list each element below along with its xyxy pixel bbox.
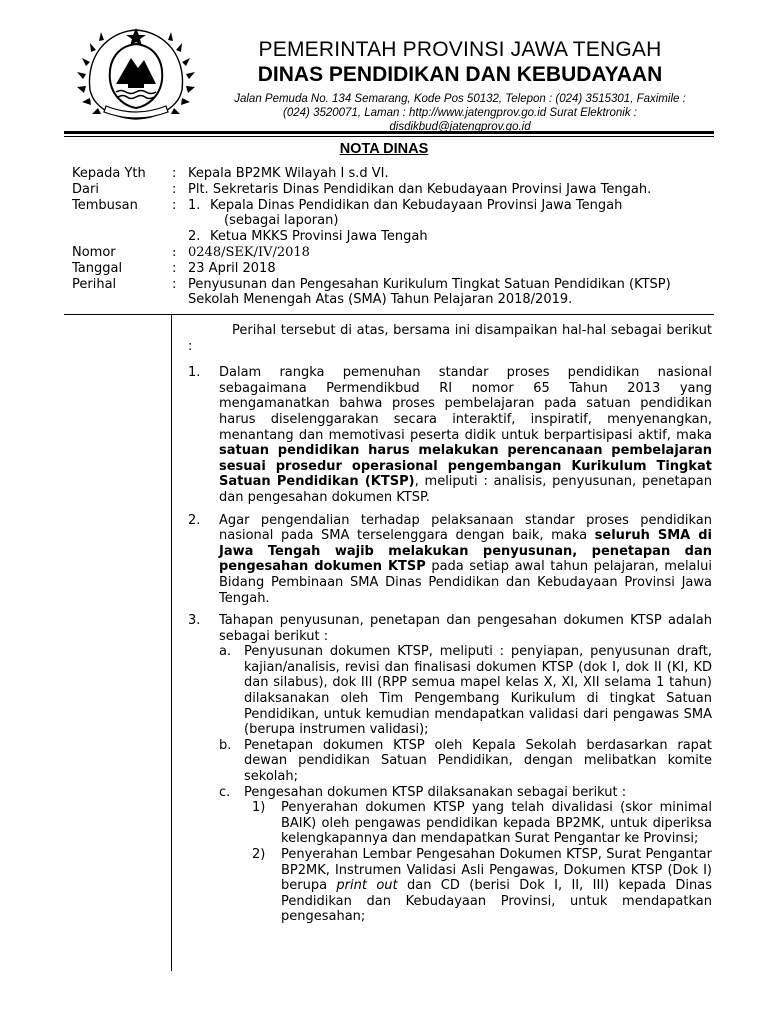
provincial-coat-of-arms-icon xyxy=(76,22,196,124)
text-run: pada setiap awal tahun pelajaran, melalui Bidang Pembinaan SMA Dinas Pendidikan dan Kebudayaan Provinsi Jawa Tengah. xyxy=(219,559,712,606)
tembusan-text: Ketua MKKS Provinsi Jawa Tengah xyxy=(210,229,428,245)
tembusan-item xyxy=(188,198,722,214)
emphasis-text: satuan pendidikan harus melakukan perencanaan pembelajaran sesuai prosedur operasional pengembangan Kurikulum Tingkat Satuan Pendidikan (KTSP) xyxy=(219,443,712,490)
letterhead-address-1: Jalan Pemuda No. 134 Semarang, Kode Pos 50132, Telepon : (024) 3515301, Faximile : xyxy=(234,93,686,105)
letterhead-thick-rule xyxy=(64,131,714,134)
point-1 xyxy=(188,365,712,505)
field-colon: : xyxy=(172,166,177,181)
sub-sub-point-1 xyxy=(244,800,712,847)
point-text xyxy=(219,513,712,607)
field-nomor xyxy=(72,245,722,261)
letterhead xyxy=(200,38,720,134)
text-run: Penyerahan Lembar Pengesahan Dokumen KTSP, Surat Pengantar BP2MK, Instrumen Validasi Asli Pengawas, Dokumen KTSP (Dok I) berupa xyxy=(281,847,712,894)
tembusan-note-text: (sebagai laporan) xyxy=(224,213,339,229)
memo-header-fields xyxy=(72,166,722,308)
tembusan-text: Kepala Dinas Pendidikan dan Kebudayaan Provinsi Jawa Tengah xyxy=(210,197,623,213)
sub-point-text xyxy=(244,785,712,925)
field-dari xyxy=(72,182,722,198)
field-value: Penyusunan dan Pengesahan Kurikulum Tingkat Satuan Pendidikan (KTSP) Sekolah Menengah Atas (SMA) Tahun Pelajaran 2018/2019. xyxy=(188,276,671,308)
sub-point-c xyxy=(219,785,712,925)
field-tanggal xyxy=(72,261,722,277)
field-label: Dari xyxy=(72,181,99,197)
margin-line xyxy=(171,314,172,971)
point-3-lead: Tahapan penyusunan, penetapan dan pengesahan dokumen KTSP adalah sebagai berikut : xyxy=(219,613,712,644)
field-label: Tembusan xyxy=(72,197,138,213)
field-value: 23 April 2018 xyxy=(188,260,276,276)
sub-sub-point-2 xyxy=(244,847,712,925)
tembusan-note xyxy=(188,213,722,229)
text-run: Dalam rangka pemenuhan standar proses pendidikan nasional sebagaimana Permendikbud RI nomor 65 Tahun 2013 yang mengamanatkan bahwa proses pembelajaran pada satuan pendidikan harus diselenggarakan secara interaktif, inspiratif, menyenangkan, menantang dan memotivasi peserta didik untuk berpartisipasi aktif, maka xyxy=(219,365,712,443)
field-perihal xyxy=(72,277,722,309)
field-colon: : xyxy=(172,244,177,260)
field-label: Tanggal xyxy=(72,260,123,276)
field-colon: : xyxy=(172,181,177,197)
tembusan-item xyxy=(188,229,722,245)
document-title xyxy=(0,141,768,157)
sub-sub-point-text: Penyerahan dokumen KTSP yang telah divalidasi (skor minimal BAIK) oleh pengawas pendidikan kepada BP2MK, untuk diperiksa kelengkapannya dan mendapatkan Surat Pengantar ke Provinsi; xyxy=(281,800,712,847)
text-run: Agar pengendalian terhadap pelaksanaan standar proses pendidikan nasional pada SMA terselenggara dengan baik, maka xyxy=(219,512,712,544)
sub-point-text: Penetapan dokumen KTSP oleh Kepala Sekolah berdasarkan rapat dewan pendidikan Satuan Pendidikan, dengan melibatkan komite sekolah; xyxy=(244,737,712,785)
list-number: 3. xyxy=(188,613,201,629)
list-number: 1) xyxy=(252,800,266,816)
letterhead-thin-rule xyxy=(64,136,714,137)
field-colon: : xyxy=(172,276,177,292)
sub-point-c-lead: Pengesahan dokumen KTSP dilaksanakan sebagai berikut : xyxy=(244,784,627,800)
field-value xyxy=(188,198,722,245)
field-label: Kepada Yth xyxy=(72,166,146,181)
letterhead-address-3: disdikbud@jatengprov.go.id xyxy=(389,121,531,133)
point-2 xyxy=(188,513,712,607)
list-letter: c. xyxy=(219,784,231,800)
field-tembusan xyxy=(72,198,722,245)
list-number: 1. xyxy=(188,197,201,213)
field-value: Plt. Sekretaris Dinas Pendidikan dan Kebudayaan Provinsi Jawa Tengah. xyxy=(188,181,652,197)
emphasis-text: seluruh SMA di Jawa Tengah wajib melakukan penyusunan, penetapan dan pengesahan dokumen KTSP xyxy=(219,528,712,575)
list-number: 1. xyxy=(188,365,201,381)
list-number: 2. xyxy=(188,229,201,245)
list-number: 2. xyxy=(188,512,201,528)
field-kepada xyxy=(72,166,722,182)
point-text xyxy=(219,613,712,925)
sub-point-text: Penyusunan dokumen KTSP, meliputi : penyiapan, penyusunan draft, kajian/analisis, revisi dan finalisasi dokumen KTSP (dok I, dok II (KI, KD dan silabus), dok III (RPP semua mapel kelas X, XI, XII selama 1 tahun) dilaksanakan oleh Tim Pengembang Kurikulum di tingkat Satuan Pendidikan, untuk kemudian mendapatkan validasi dari pengawas SMA (berupa instrumen validasi); xyxy=(244,644,712,738)
list-letter: b. xyxy=(219,737,232,753)
text-run: dan CD (berisi Dok I, II, III) kepada Dinas Pendidikan dan Kebudayaan Provinsi, untuk mendapatkan pengesahan; xyxy=(281,878,713,925)
field-label: Perihal xyxy=(72,276,117,292)
letterhead-government: PEMERINTAH PROVINSI JAWA TENGAH xyxy=(258,38,662,61)
letterhead-address-2: (024) 3520071, Laman : http://www.jatengprov.go.id Surat Elektronik : xyxy=(283,107,637,119)
intro-paragraph: Perihal tersebut di atas, bersama ini disampaikan hal-hal sebagai berikut : xyxy=(188,323,712,354)
point-3 xyxy=(188,613,712,925)
sub-point-a xyxy=(219,644,712,738)
field-label: Nomor xyxy=(72,244,116,260)
text-run: , meliputi : analisis, penyusunan, penetapan dan pengesahan dokumen KTSP. xyxy=(219,474,712,505)
sub-point-b xyxy=(219,738,712,785)
field-colon: : xyxy=(172,260,177,276)
sub-sub-point-text xyxy=(281,847,712,925)
list-letter: a. xyxy=(219,644,232,660)
header-divider xyxy=(64,314,714,315)
list-number: 2) xyxy=(252,847,266,862)
point-text xyxy=(219,365,712,505)
field-value: 0248/SEK/IV/2018 xyxy=(188,244,310,260)
memo-body xyxy=(188,323,712,925)
document-title-text: NOTA DINAS xyxy=(339,141,429,157)
letterhead-agency: DINAS PENDIDIKAN DAN KEBUDAYAAN xyxy=(257,63,663,86)
italic-text: print out xyxy=(336,878,398,894)
field-value: Kepala BP2MK Wilayah I s.d VI. xyxy=(188,166,389,181)
field-colon: : xyxy=(172,197,177,213)
